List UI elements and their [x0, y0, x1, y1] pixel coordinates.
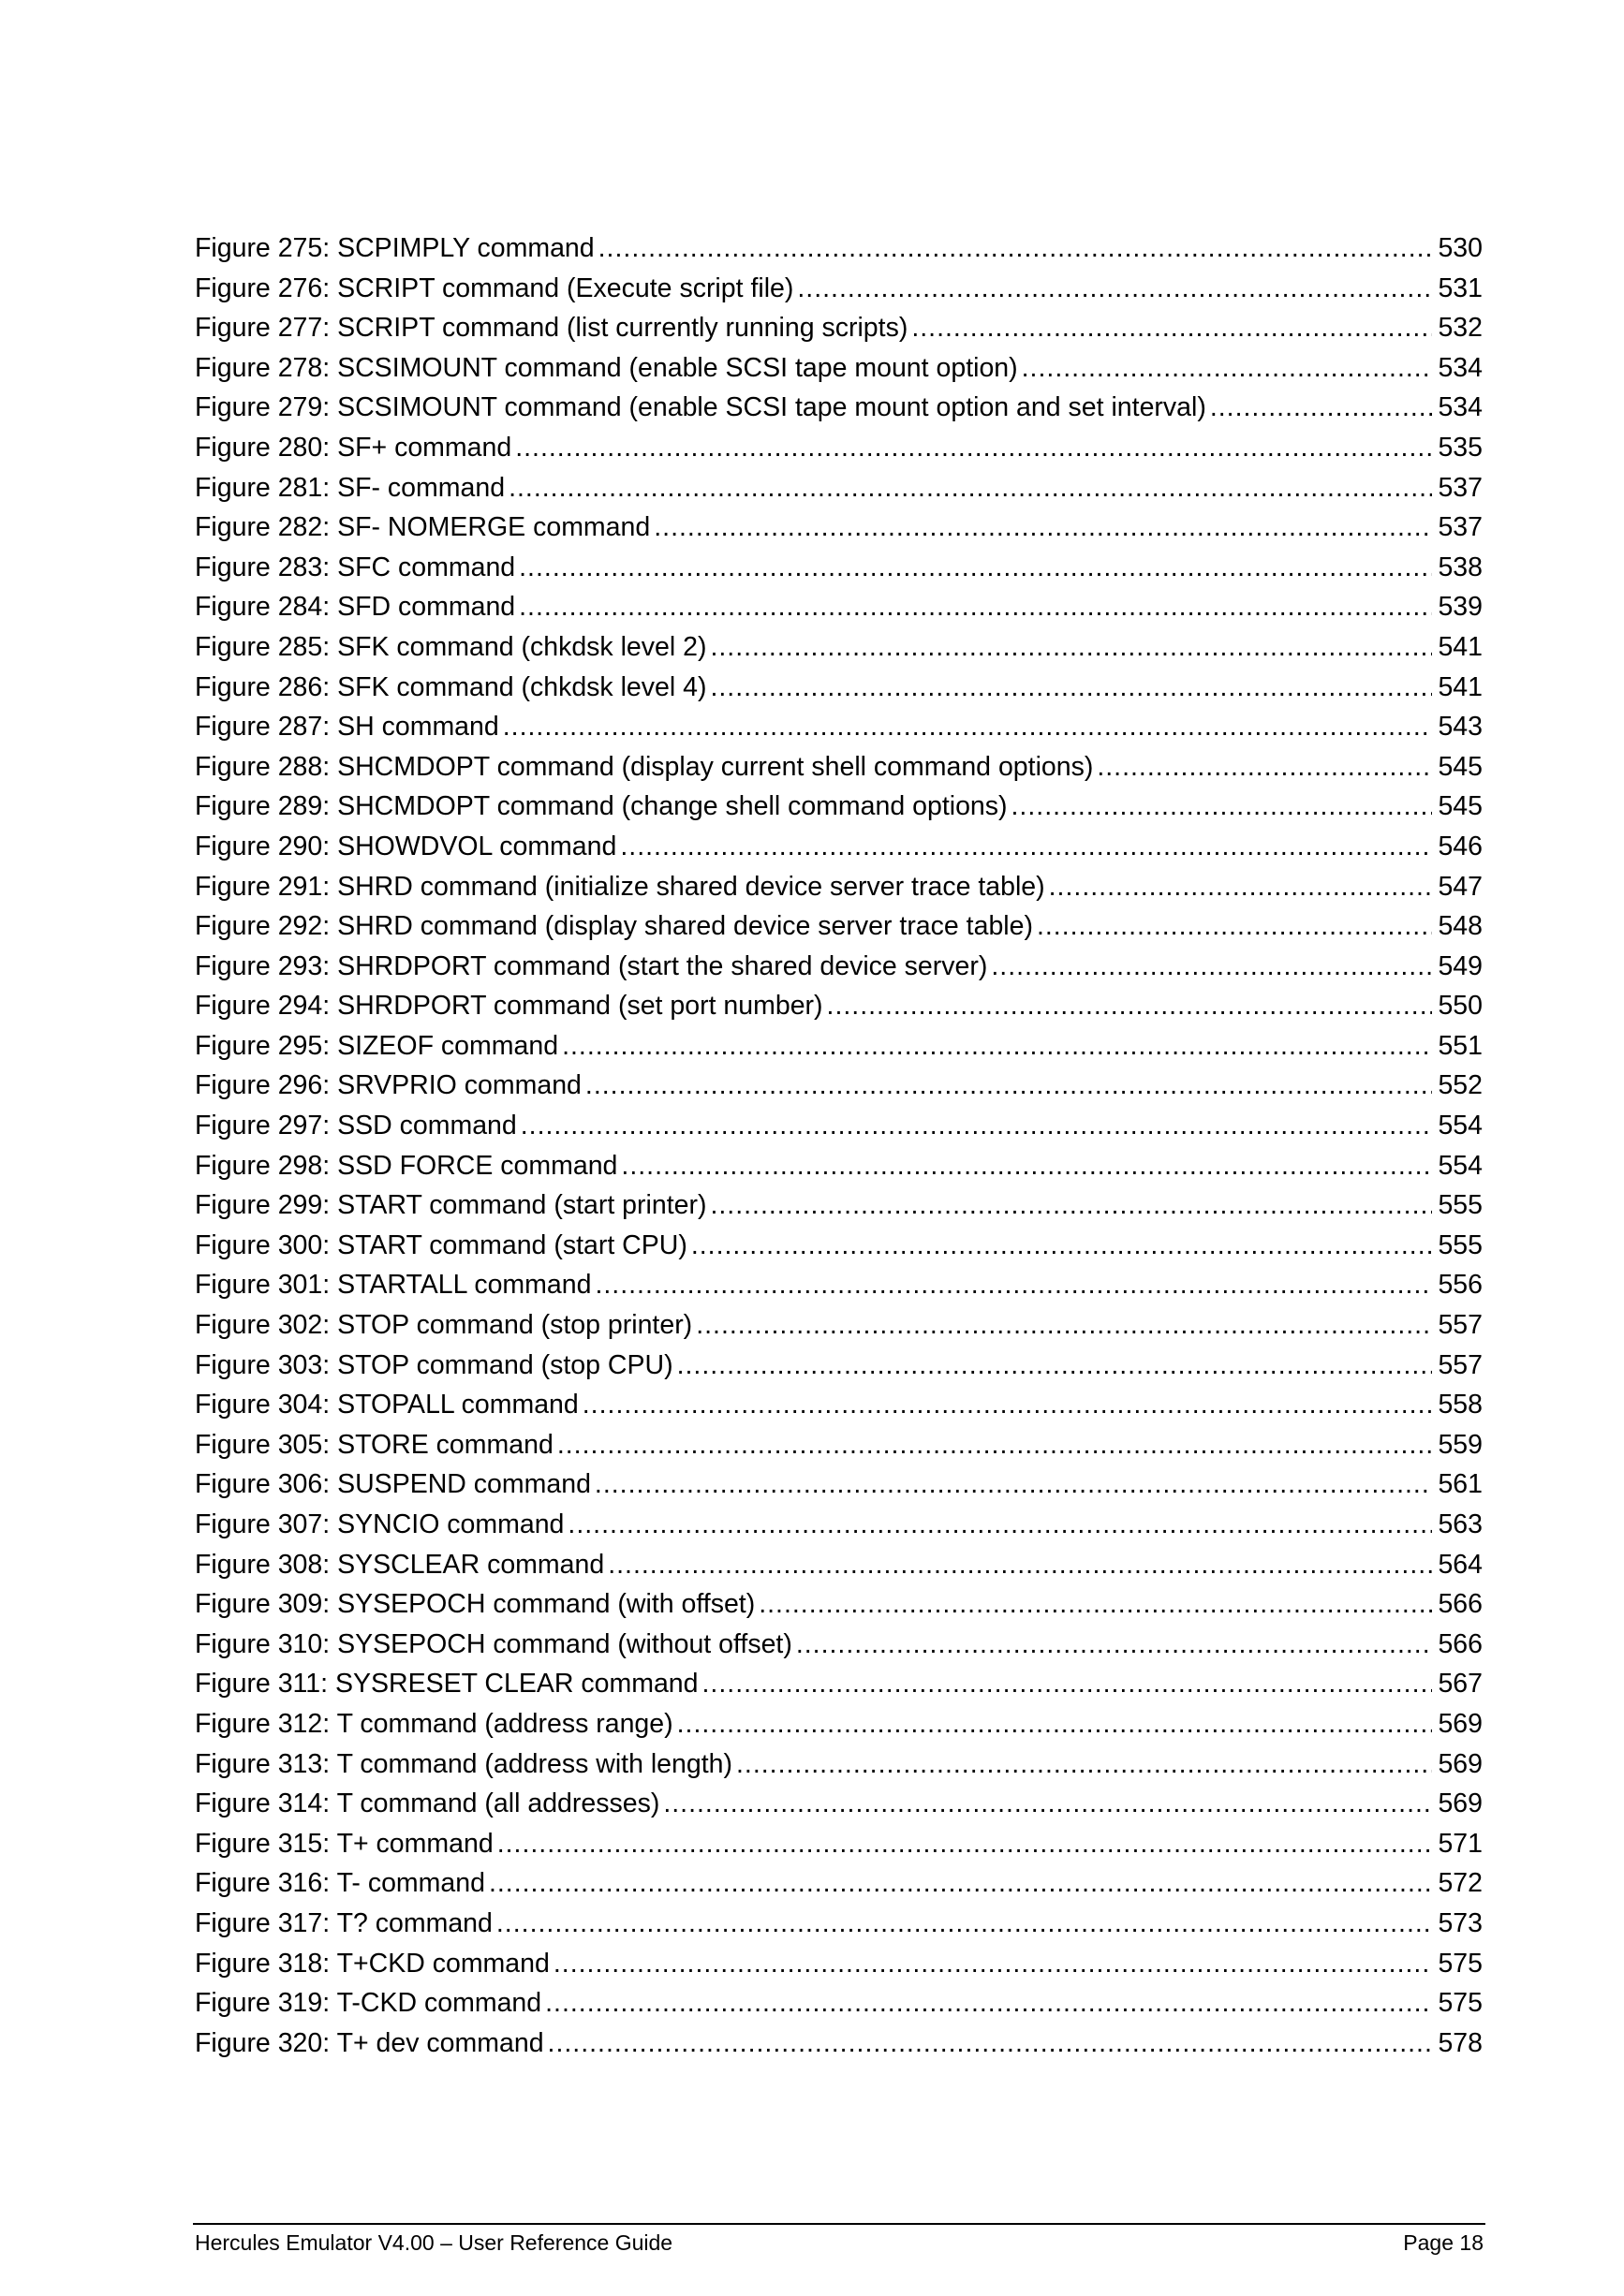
- toc-entry-title: Figure 275: SCPIMPLY command: [195, 233, 595, 263]
- toc-entry[interactable]: [195, 867, 1483, 907]
- toc-entry-title: Figure 284: SFD command: [195, 592, 516, 623]
- toc-entry-title: Figure 285: SFK command (chkdsk level 2): [195, 631, 707, 662]
- toc-entry[interactable]: [195, 228, 1483, 269]
- toc-dot-leader: [562, 1026, 1432, 1067]
- toc-entry[interactable]: [195, 348, 1483, 389]
- toc-entry-page-number: 534: [1438, 352, 1483, 383]
- toc-entry-title: Figure 276: SCRIPT command (Execute script file): [195, 272, 794, 303]
- toc-entry-title: Figure 320: T+ dev command: [195, 2027, 544, 2058]
- toc-dot-leader: [509, 468, 1432, 508]
- toc-entry[interactable]: [195, 1106, 1483, 1146]
- toc-entry-title: Figure 314: T command (all addresses): [195, 1788, 660, 1819]
- toc-dot-leader: [515, 428, 1432, 468]
- footer-document-title: Hercules Emulator V4.00 – User Reference Guide: [195, 2230, 673, 2255]
- toc-dot-leader: [496, 1904, 1433, 1944]
- toc-entry-page-number: 575: [1438, 1988, 1483, 2019]
- toc-dot-leader: [991, 947, 1432, 987]
- toc-entry[interactable]: [195, 2024, 1483, 2064]
- toc-entry[interactable]: [195, 1863, 1483, 1904]
- toc-dot-leader: [519, 587, 1432, 627]
- toc-entry-title: Figure 280: SF+ command: [195, 432, 512, 463]
- toc-dot-leader: [677, 1704, 1433, 1744]
- toc-entry-title: Figure 305: STORE command: [195, 1429, 554, 1460]
- toc-entry[interactable]: [195, 1185, 1483, 1226]
- toc-dot-leader: [797, 269, 1432, 309]
- toc-entry-title: Figure 286: SFK command (chkdsk level 4): [195, 671, 707, 702]
- toc-entry[interactable]: [195, 1425, 1483, 1465]
- toc-entry[interactable]: [195, 587, 1483, 627]
- toc-entry-page-number: 546: [1438, 831, 1483, 861]
- toc-entry-title: Figure 315: T+ command: [195, 1828, 494, 1859]
- toc-entry-page-number: 561: [1438, 1469, 1483, 1500]
- toc-entry-title: Figure 295: SIZEOF command: [195, 1030, 559, 1061]
- toc-dot-leader: [583, 1385, 1433, 1425]
- toc-entry-page-number: 545: [1438, 791, 1483, 822]
- toc-entry[interactable]: [195, 1305, 1483, 1346]
- toc-dot-leader: [595, 1464, 1433, 1505]
- toc-entry[interactable]: [195, 1584, 1483, 1625]
- toc-entry-page-number: 543: [1438, 712, 1483, 743]
- toc-entry-page-number: 541: [1438, 671, 1483, 702]
- toc-entry-page-number: 535: [1438, 432, 1483, 463]
- toc-entry[interactable]: [195, 986, 1483, 1026]
- toc-dot-leader: [521, 1106, 1433, 1146]
- toc-entry-page-number: 569: [1438, 1748, 1483, 1779]
- toc-entry[interactable]: [195, 947, 1483, 987]
- toc-entry-page-number: 537: [1438, 512, 1483, 543]
- toc-dot-leader: [585, 1066, 1433, 1106]
- toc-entry[interactable]: [195, 1464, 1483, 1505]
- toc-entry-page-number: 566: [1438, 1589, 1483, 1620]
- toc-entry-page-number: 559: [1438, 1429, 1483, 1460]
- toc-entry[interactable]: [195, 428, 1483, 468]
- toc-entry-page-number: 557: [1438, 1349, 1483, 1380]
- toc-dot-leader: [557, 1425, 1433, 1465]
- toc-entry-title: Figure 310: SYSEPOCH command (without offset): [195, 1628, 792, 1659]
- toc-dot-leader: [568, 1505, 1432, 1545]
- toc-dot-leader: [489, 1863, 1432, 1904]
- toc-entry-page-number: 578: [1438, 2027, 1483, 2058]
- toc-dot-leader: [545, 1983, 1432, 2024]
- toc-entry-page-number: 552: [1438, 1070, 1483, 1101]
- toc-dot-leader: [1097, 747, 1432, 787]
- toc-entry-page-number: 550: [1438, 991, 1483, 1022]
- toc-entry-title: Figure 278: SCSIMOUNT command (enable SCSI tape mount option): [195, 352, 1018, 383]
- toc-dot-leader: [710, 1185, 1432, 1226]
- toc-dot-leader: [1210, 388, 1433, 428]
- toc-entry[interactable]: [195, 1066, 1483, 1106]
- toc-entry-title: Figure 316: T- command: [195, 1868, 485, 1899]
- toc-entry-page-number: 554: [1438, 1111, 1483, 1141]
- toc-dot-leader: [620, 827, 1432, 867]
- toc-entry-page-number: 531: [1438, 272, 1483, 303]
- toc-entry-page-number: 564: [1438, 1549, 1483, 1580]
- toc-dot-leader: [827, 986, 1433, 1026]
- toc-entry-page-number: 532: [1438, 313, 1483, 344]
- toc-entry-title: Figure 290: SHOWDVOL command: [195, 831, 617, 861]
- toc-entry-title: Figure 293: SHRDPORT command (start the shared device server): [195, 950, 988, 981]
- toc-entry-title: Figure 312: T command (address range): [195, 1708, 673, 1739]
- toc-entry-title: Figure 292: SHRD command (display shared device server trace table): [195, 911, 1033, 942]
- toc-entry-title: Figure 306: SUSPEND command: [195, 1469, 591, 1500]
- toc-dot-leader: [759, 1584, 1432, 1625]
- toc-entry[interactable]: [195, 1944, 1483, 1984]
- toc-entry[interactable]: [195, 906, 1483, 947]
- toc-entry[interactable]: [195, 1505, 1483, 1545]
- toc-entry-title: Figure 277: SCRIPT command (list currently running scripts): [195, 313, 908, 344]
- toc-entry[interactable]: [195, 1226, 1483, 1266]
- toc-entry-page-number: 569: [1438, 1708, 1483, 1739]
- toc-entry-title: Figure 298: SSD FORCE command: [195, 1150, 618, 1181]
- toc-entry-page-number: 571: [1438, 1828, 1483, 1859]
- toc-entry-title: Figure 319: T-CKD command: [195, 1988, 542, 2019]
- toc-entry-title: Figure 299: START command (start printer): [195, 1190, 707, 1221]
- toc-entry-title: Figure 301: STARTALL command: [195, 1270, 592, 1301]
- toc-entry-title: Figure 289: SHCMDOPT command (change shell command options): [195, 791, 1008, 822]
- toc-dot-leader: [503, 707, 1433, 747]
- toc-entry[interactable]: [195, 1784, 1483, 1824]
- toc-entry[interactable]: [195, 627, 1483, 668]
- toc-dot-leader: [598, 228, 1433, 269]
- toc-dot-leader: [497, 1824, 1433, 1864]
- toc-entry-title: Figure 287: SH command: [195, 712, 499, 743]
- toc-dot-leader: [677, 1346, 1433, 1386]
- toc-dot-leader: [1049, 867, 1433, 907]
- toc-entry-page-number: 554: [1438, 1150, 1483, 1181]
- toc-dot-leader: [1022, 348, 1433, 389]
- toc-dot-leader: [736, 1744, 1432, 1785]
- toc-dot-leader: [654, 508, 1432, 548]
- toc-entry[interactable]: [195, 1625, 1483, 1665]
- toc-entry[interactable]: [195, 747, 1483, 787]
- toc-entry-title: Figure 291: SHRD command (initialize shared device server trace table): [195, 871, 1045, 902]
- toc-entry[interactable]: [195, 548, 1483, 588]
- toc-entry[interactable]: [195, 1265, 1483, 1305]
- toc-entry-title: Figure 304: STOPALL command: [195, 1390, 579, 1420]
- toc-entry-page-number: 572: [1438, 1868, 1483, 1899]
- toc-entry[interactable]: [195, 1904, 1483, 1944]
- toc-entry[interactable]: [195, 1824, 1483, 1864]
- toc-entry-page-number: 547: [1438, 871, 1483, 902]
- toc-entry[interactable]: [195, 1026, 1483, 1067]
- toc-entry-title: Figure 281: SF- command: [195, 472, 506, 503]
- toc-entry-page-number: 555: [1438, 1229, 1483, 1260]
- toc-dot-leader: [1037, 906, 1432, 947]
- toc-entry[interactable]: [195, 388, 1483, 428]
- toc-entry[interactable]: [195, 1983, 1483, 2024]
- toc-dot-leader: [796, 1625, 1433, 1665]
- toc-entry-page-number: 558: [1438, 1390, 1483, 1420]
- toc-entry[interactable]: [195, 827, 1483, 867]
- toc-dot-leader: [621, 1146, 1432, 1186]
- toc-dot-leader: [710, 627, 1432, 668]
- toc-entry[interactable]: [195, 468, 1483, 508]
- toc-entry-title: Figure 296: SRVPRIO command: [195, 1070, 582, 1101]
- list-of-figures: [195, 228, 1483, 2063]
- toc-entry-page-number: 537: [1438, 472, 1483, 503]
- toc-entry-title: Figure 307: SYNCIO command: [195, 1509, 565, 1539]
- toc-entry[interactable]: [195, 1744, 1483, 1785]
- toc-entry-page-number: 557: [1438, 1310, 1483, 1341]
- toc-entry-title: Figure 309: SYSEPOCH command (with offset): [195, 1589, 756, 1620]
- toc-entry-page-number: 545: [1438, 751, 1483, 782]
- toc-dot-leader: [663, 1784, 1432, 1824]
- toc-entry[interactable]: [195, 668, 1483, 708]
- footer-divider: [193, 2223, 1485, 2225]
- toc-dot-leader: [710, 668, 1432, 708]
- toc-entry[interactable]: [195, 269, 1483, 309]
- toc-entry-title: Figure 313: T command (address with length): [195, 1748, 732, 1779]
- toc-entry-title: Figure 294: SHRDPORT command (set port number): [195, 991, 823, 1022]
- toc-entry-page-number: 549: [1438, 950, 1483, 981]
- toc-entry-title: Figure 317: T? command: [195, 1907, 493, 1938]
- toc-entry-title: Figure 318: T+CKD command: [195, 1948, 550, 1979]
- toc-entry[interactable]: [195, 787, 1483, 827]
- toc-dot-leader: [696, 1305, 1432, 1346]
- toc-entry-title: Figure 283: SFC command: [195, 552, 516, 582]
- toc-entry[interactable]: [195, 1704, 1483, 1744]
- toc-entry[interactable]: [195, 1664, 1483, 1704]
- toc-entry-page-number: 530: [1438, 233, 1483, 263]
- toc-entry[interactable]: [195, 707, 1483, 747]
- toc-entry-title: Figure 303: STOP command (stop CPU): [195, 1349, 673, 1380]
- toc-dot-leader: [911, 308, 1432, 348]
- toc-dot-leader: [691, 1226, 1433, 1266]
- toc-entry-page-number: 551: [1438, 1030, 1483, 1061]
- toc-entry-title: Figure 308: SYSCLEAR command: [195, 1549, 605, 1580]
- toc-dot-leader: [519, 548, 1432, 588]
- toc-dot-leader: [548, 2024, 1433, 2064]
- toc-dot-leader: [1011, 787, 1433, 827]
- toc-entry-title: Figure 282: SF- NOMERGE command: [195, 512, 651, 543]
- toc-entry-title: Figure 279: SCSIMOUNT command (enable SCSI tape mount option and set interval): [195, 392, 1206, 423]
- footer-page-number: Page 18: [1403, 2230, 1484, 2255]
- toc-entry[interactable]: [195, 1385, 1483, 1425]
- toc-entry-page-number: 548: [1438, 911, 1483, 942]
- toc-entry-title: Figure 297: SSD command: [195, 1111, 517, 1141]
- toc-entry-page-number: 567: [1438, 1669, 1483, 1700]
- toc-entry-page-number: 569: [1438, 1788, 1483, 1819]
- toc-entry[interactable]: [195, 1545, 1483, 1585]
- toc-entry-page-number: 538: [1438, 552, 1483, 582]
- toc-entry-page-number: 566: [1438, 1628, 1483, 1659]
- toc-dot-leader: [595, 1265, 1432, 1305]
- toc-dot-leader: [554, 1944, 1433, 1984]
- toc-entry-page-number: 575: [1438, 1948, 1483, 1979]
- toc-entry-title: Figure 288: SHCMDOPT command (display current shell command options): [195, 751, 1094, 782]
- toc-entry-page-number: 563: [1438, 1509, 1483, 1539]
- toc-entry-page-number: 539: [1438, 592, 1483, 623]
- toc-entry-title: Figure 300: START command (start CPU): [195, 1229, 687, 1260]
- toc-entry-page-number: 541: [1438, 631, 1483, 662]
- toc-entry-page-number: 534: [1438, 392, 1483, 423]
- toc-entry-page-number: 555: [1438, 1190, 1483, 1221]
- toc-entry[interactable]: [195, 1346, 1483, 1386]
- toc-entry-page-number: 556: [1438, 1270, 1483, 1301]
- toc-entry-page-number: 573: [1438, 1907, 1483, 1938]
- toc-entry[interactable]: [195, 1146, 1483, 1186]
- toc-entry-title: Figure 302: STOP command (stop printer): [195, 1310, 693, 1341]
- toc-dot-leader: [702, 1664, 1433, 1704]
- toc-entry[interactable]: [195, 308, 1483, 348]
- toc-entry-title: Figure 311: SYSRESET CLEAR command: [195, 1669, 699, 1700]
- toc-dot-leader: [608, 1545, 1432, 1585]
- toc-entry[interactable]: [195, 508, 1483, 548]
